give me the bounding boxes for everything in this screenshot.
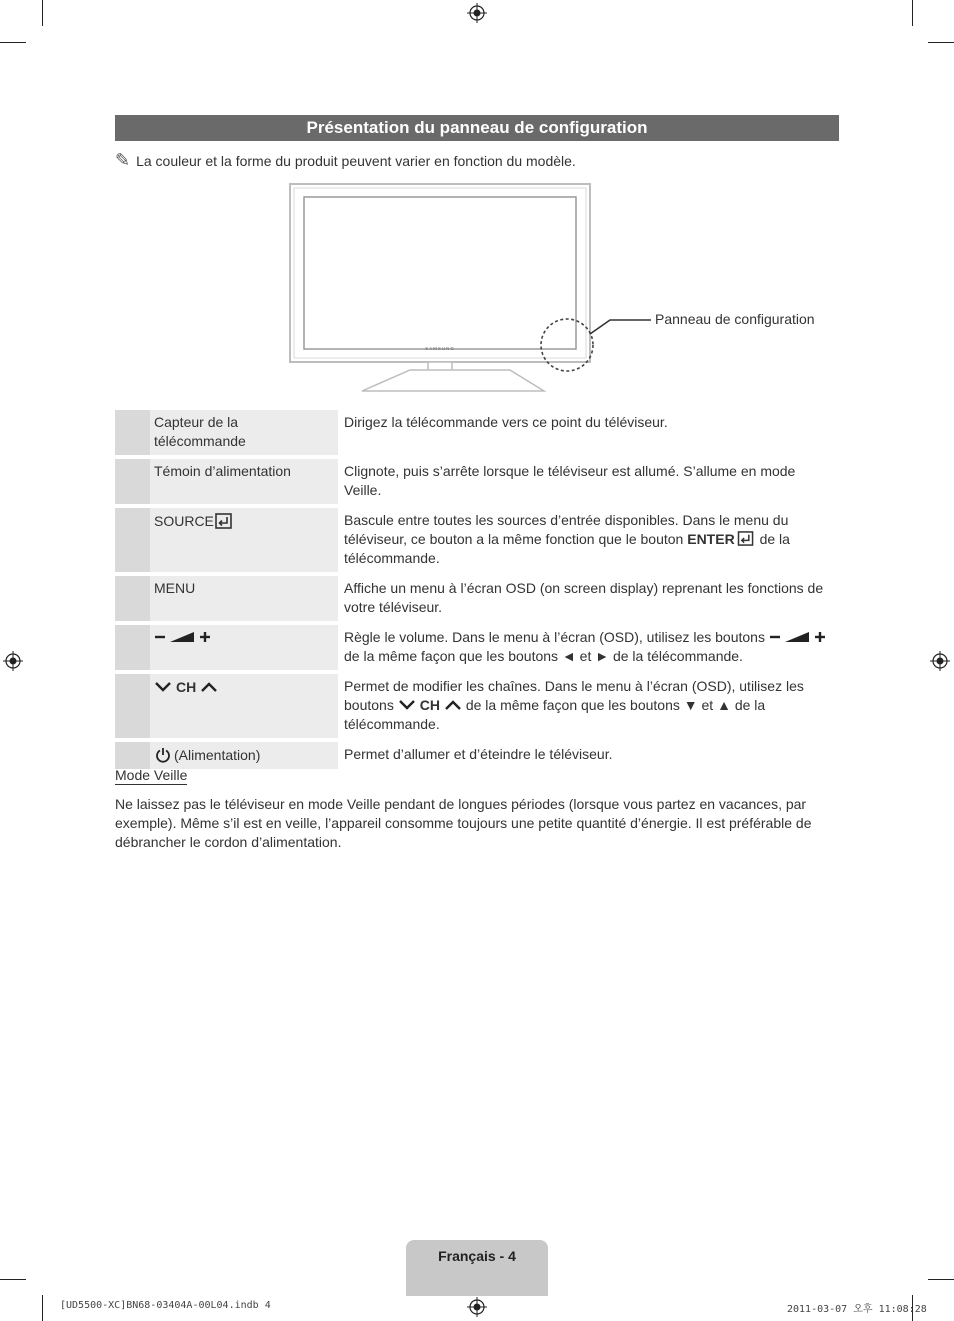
table-row [115,576,839,625]
control-desc: Permet d’allumer et d’éteindre le téléviseur. [338,742,839,773]
callout-line [590,320,651,334]
registration-mark-icon [930,651,950,671]
table-row [115,410,839,459]
registration-mark-icon [467,1297,487,1317]
crop-mark [42,0,43,26]
control-name [150,625,338,674]
print-timestamp: 2011-03-07 오후 11:08:28 [787,1304,927,1315]
standby-text: Ne laissez pas le téléviseur en mode Veille pendant de longues périodes (lorsque vous partez en vacances, par exemple). Même s’il est en veille, l’appareil consomme toujours une petite quantité d’énergie. Il est préférable de débrancher le cordon d’alimentation. [115,796,812,850]
chevron-down-icon [154,680,172,694]
control-desc: Permet de modifier les chaînes. Dans le menu à l’écran (OSD), utilisez les boutons CH de la même façon que les boutons ▼ et ▲ de la télécommande. [338,674,839,742]
standby-title: Mode Veille [115,767,188,783]
crop-mark [0,42,26,43]
crop-mark [0,1279,26,1280]
control-desc: Règle le volume. Dans le menu à l’écran (OSD), utilisez les boutons de la même façon que les boutons ◄ et ► de la télécommande. [338,625,839,674]
note-text: La couleur et la forme du produit peuvent varier en fonction du modèle. [136,152,576,169]
section-header [115,115,839,141]
table-row [115,508,839,576]
callout-label: Panneau de configuration [655,311,815,327]
crop-mark [912,0,913,26]
chevron-down-icon [398,698,416,712]
tv-illustration [280,180,840,400]
crop-mark [42,1295,43,1321]
control-name: Témoin d’alimentation [150,459,338,508]
pencil-note-icon: ✎ [115,150,131,170]
enter-icon [736,531,756,546]
crop-mark [928,1279,954,1280]
volume-icon [154,629,214,645]
control-desc: Affiche un menu à l’écran OSD (on screen display) reprenant les fonctions de votre téléviseur. [338,576,839,625]
control-name [150,508,338,576]
model-note [115,150,576,171]
volume-icon [769,629,829,645]
control-name: MENU [150,576,338,625]
control-name: Capteur de la télécommande [150,410,338,459]
controls-table [115,410,839,773]
table-row [115,674,839,742]
control-desc: Bascule entre toutes les sources d’entrée disponibles. Dans le menu du téléviseur, ce bouton a la même fonction que le bouton ENTER de la télécommande. [338,508,839,576]
table-row [115,742,839,773]
enter-icon [215,513,233,529]
print-file-info: [UD5500-XC]BN68-03404A-00L04.indb 4 [60,1300,271,1311]
page-title: Présentation du panneau de configuration [306,118,648,137]
chevron-up-icon [444,698,462,712]
brand-logo: SAMSUNG [425,346,455,351]
control-name [150,674,338,742]
chevron-up-icon [200,680,218,694]
table-row [115,459,839,508]
crop-mark [928,42,954,43]
enter-key-label: ENTER [687,531,735,547]
page-number-tab [406,1240,548,1296]
control-desc: Clignote, puis s’arrête lorsque le téléviseur est allumé. S’allume en mode Veille. [338,459,839,508]
table-row [115,625,839,674]
power-label: (Alimentation) [174,746,261,763]
tv-diagram [280,180,840,400]
registration-mark-icon [467,3,487,23]
control-desc: Dirigez la télécommande vers ce point du téléviseur. [338,410,839,459]
page-number: Français - 4 [438,1248,516,1264]
source-label: SOURCE [154,512,214,529]
power-icon [155,747,171,763]
registration-mark-icon [3,651,23,671]
ch-label: CH [176,678,197,695]
